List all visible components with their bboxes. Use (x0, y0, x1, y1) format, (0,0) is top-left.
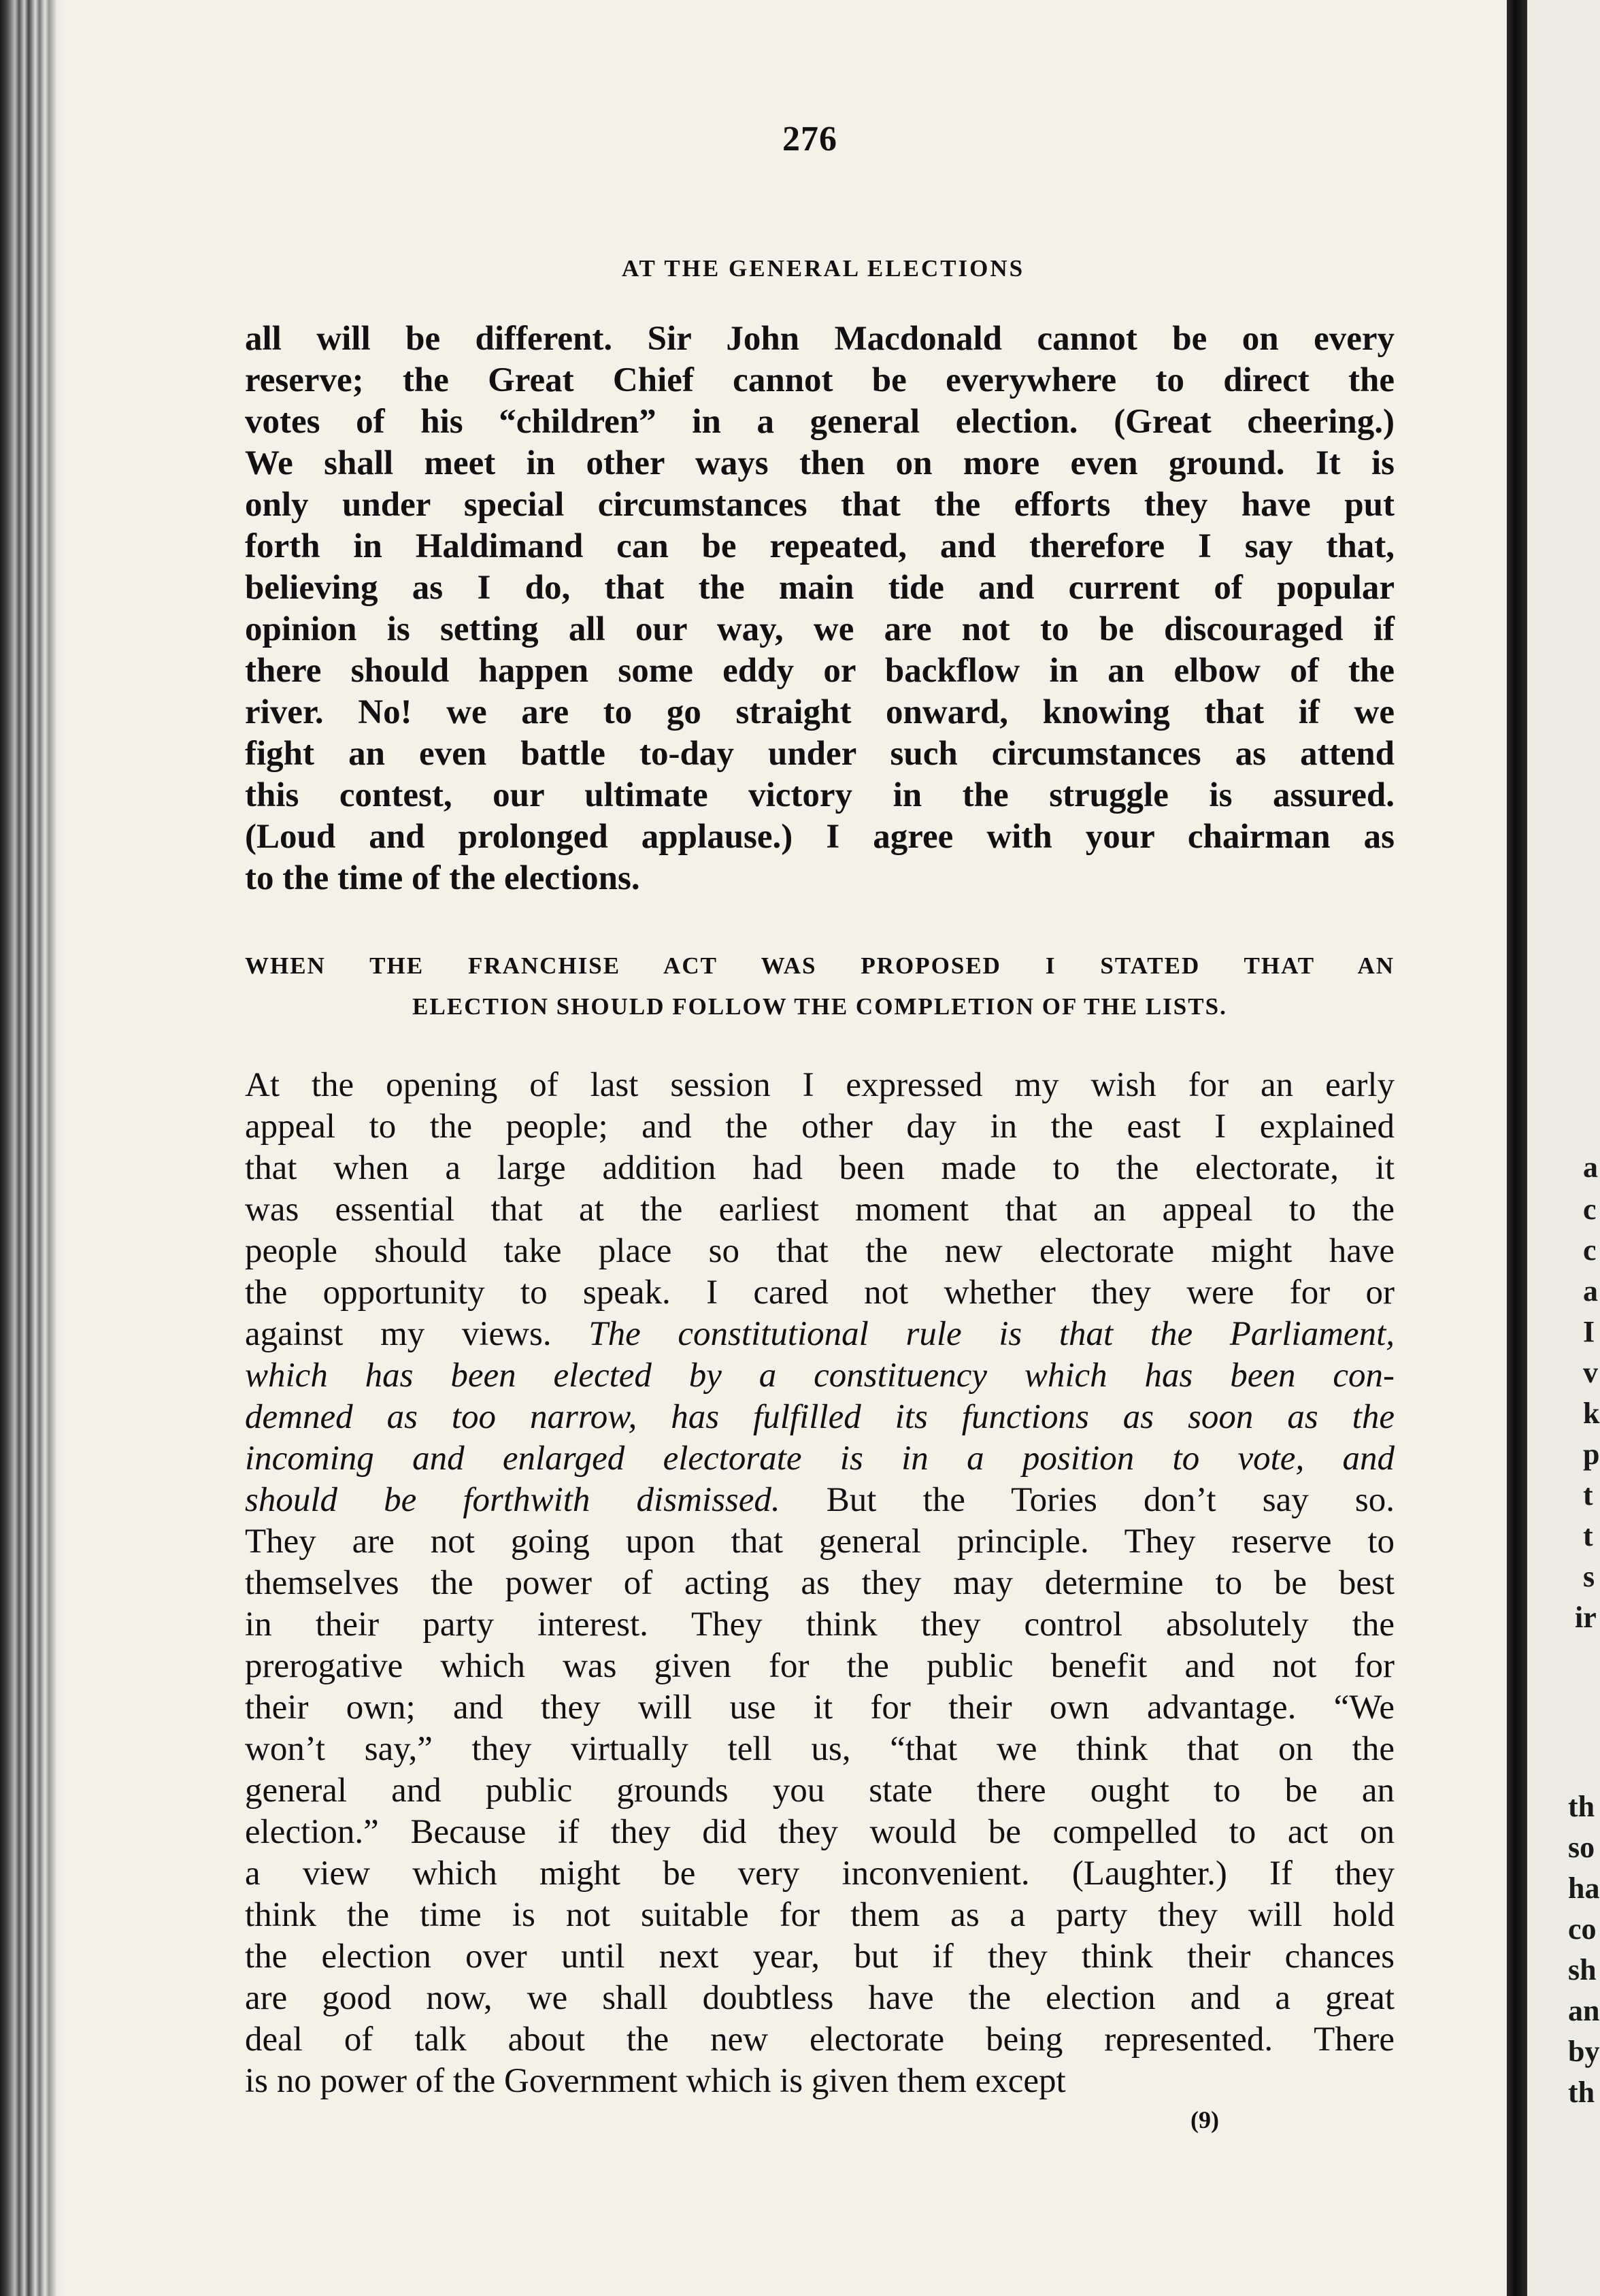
italic-text-segment: should be forthwith dismissed. (245, 1481, 780, 1519)
text-line: election.” Because if they did they would be compelled to act on (245, 1813, 1395, 1851)
text-line: a view which might be very inconvenient. (Laughter.) If they (245, 1854, 1395, 1893)
text-line: At the opening of last session I expressed my wish for an early (245, 1066, 1395, 1104)
edge-fragment: s (1583, 1560, 1595, 1593)
text-line: only under special circumstances that the efforts they have put (245, 486, 1395, 524)
paragraph-1 (245, 318, 1395, 899)
mixed-text-line (245, 1480, 1395, 1521)
edge-fragment: th (1568, 1790, 1595, 1823)
text-line: their own; and they will use it for their own advantage. “We (245, 1688, 1395, 1727)
text-line: fight an even battle to-day under such circumstances as attend (245, 735, 1395, 773)
edge-fragment: c (1583, 1233, 1597, 1267)
text-line: general and public grounds you state there ought to be an (245, 1771, 1395, 1810)
text-line: votes of his “children” in a general election. (Great cheering.) (245, 403, 1395, 441)
text-line: themselves the power of acting as they may determine to be best (245, 1564, 1395, 1602)
text-segment: But the Tories don’t say so. (826, 1481, 1395, 1519)
text-line: there should happen some eddy or backflow in an elbow of the (245, 652, 1395, 690)
text-line: in their party interest. They think they control absolutely the (245, 1605, 1395, 1644)
text-line: prerogative which was given for the public benefit and not for (245, 1647, 1395, 1685)
edge-fragment: v (1583, 1356, 1598, 1389)
edge-fragment: p (1583, 1437, 1600, 1471)
signature-mark: (9) (1190, 2106, 1219, 2133)
edge-fragment: sh (1568, 1953, 1597, 1986)
edge-fragment: t (1583, 1519, 1593, 1552)
text-line: believing as I do, that the main tide and current of popular (245, 569, 1395, 607)
edge-fragment: th (1568, 2076, 1595, 2109)
edge-fragment: a (1583, 1274, 1598, 1308)
edge-fragment: by (1568, 2035, 1600, 2068)
edge-fragment: t (1583, 1478, 1593, 1512)
edge-fragment: c (1583, 1193, 1597, 1226)
text-line: opinion is setting all our way, we are not to be discouraged if (245, 610, 1395, 648)
italic-text-line: demned as too narrow, has fulfilled its functions as soon as the (245, 1398, 1395, 1436)
section-heading-line: ELECTION SHOULD FOLLOW THE COMPLETION OF THE LISTS. (412, 993, 1227, 1020)
text-line: appeal to the people; and the other day in the east I explained (245, 1108, 1395, 1146)
edge-fragment: a (1583, 1150, 1598, 1184)
running-head: AT THE GENERAL ELECTIONS (621, 255, 1025, 282)
text-line: deal of talk about the new electorate being represented. There (245, 2020, 1395, 2059)
text-line: forth in Haldimand can be repeated, and therefore I say that, (245, 527, 1395, 565)
text-line: (Loud and prolonged applause.) I agree with your chairman as (245, 818, 1395, 856)
edge-fragment: I (1583, 1315, 1595, 1348)
italic-text-line: incoming and enlarged electorate is in a position to vote, and (245, 1440, 1395, 1478)
edge-fragment: ir (1575, 1601, 1597, 1634)
edge-fragment: co (1568, 1912, 1597, 1946)
text-line: to the time of the elections. (245, 859, 640, 897)
page-number: 276 (782, 120, 837, 159)
edge-fragment: ha (1568, 1871, 1600, 1905)
text-line: river. No! we are to go straight onward, knowing that if we (245, 693, 1395, 731)
text-line: They are not going upon that general principle. They reserve to (245, 1523, 1395, 1561)
section-heading (245, 946, 1395, 1027)
text-line: this contest, our ultimate victory in the struggle is assured. (245, 776, 1395, 814)
text-segment: against my views. (245, 1315, 552, 1353)
text-line: think the time is not suitable for them as a party they will hold (245, 1896, 1395, 1934)
italic-text-line: which has been elected by a constituency which has been con- (245, 1357, 1395, 1395)
text-line: are good now, we shall doubtless have the election and a great (245, 1979, 1395, 2017)
text-line: the opportunity to speak. I cared not whether they were for or (245, 1274, 1395, 1312)
book-binding-gutter (0, 0, 65, 2296)
mixed-text-line (245, 1314, 1395, 1355)
text-line: is no power of the Government which is given them except (245, 2062, 1066, 2100)
paragraph-2 (245, 1065, 1395, 2102)
text-line: reserve; the Great Chief cannot be everywhere to direct the (245, 361, 1395, 399)
text-line: people should take place so that the new electorate might have (245, 1232, 1395, 1270)
edge-fragment: an (1568, 1994, 1600, 2027)
text-line: all will be different. Sir John Macdonald cannot be on every (245, 320, 1395, 358)
italic-text-segment: The constitutional rule is that the Parliament, (588, 1315, 1395, 1353)
text-line: won’t say,” they virtually tell us, “that we think that on the (245, 1730, 1395, 1768)
next-page-edge (1527, 0, 1600, 2296)
edge-fragment: k (1583, 1397, 1600, 1430)
text-line: the election over until next year, but if they think their chances (245, 1937, 1395, 1976)
edge-fragment: so (1568, 1831, 1595, 1864)
text-line: We shall meet in other ways then on more even ground. It is (245, 444, 1395, 482)
text-line: was essential that at the earliest moment that an appeal to the (245, 1191, 1395, 1229)
section-heading-line: WHEN THE FRANCHISE ACT WAS PROPOSED I STATED THAT AN (245, 952, 1395, 979)
next-page-spine (1507, 0, 1527, 2296)
text-line: that when a large addition had been made to the electorate, it (245, 1149, 1395, 1187)
